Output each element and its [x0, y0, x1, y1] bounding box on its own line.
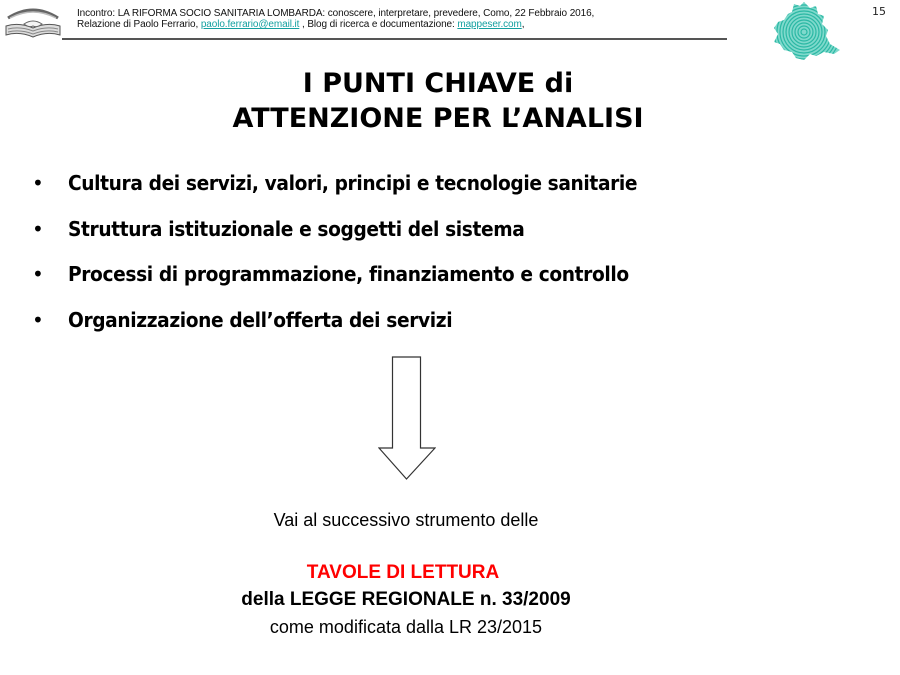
bullet-icon: • — [32, 171, 44, 195]
book-handshake-logo-icon — [4, 4, 62, 38]
list-item-text: Cultura dei servizi, valori, principi e tecnologie sanitarie — [68, 171, 638, 195]
header-divider — [62, 38, 727, 40]
bullet-icon: • — [32, 307, 44, 332]
speaker-suffix: , — [521, 19, 525, 30]
list-item — [32, 305, 680, 351]
title-line-1: I PUNTI CHIAVE di — [302, 68, 574, 99]
reading-tables-title: TAVOLE DI LETTURA — [306, 562, 500, 583]
slide-title — [0, 66, 876, 136]
down-arrow-icon — [378, 356, 436, 480]
list-item-text: Struttura istituzionale e soggetti del sistema — [68, 216, 525, 241]
law-modification-note: come modificata dalla LR 23/2015 — [269, 617, 543, 637]
list-item-text: Organizzazione dell’offerta dei servizi — [68, 307, 453, 332]
next-tool-intro: Vai al successivo strumento delle — [273, 510, 539, 530]
list-item-text: Processi di programmazione, finanziamento e controllo — [68, 262, 629, 286]
bullet-icon: • — [32, 262, 44, 286]
list-item — [32, 168, 680, 214]
lombardy-map-icon — [766, 0, 844, 66]
list-item — [32, 214, 680, 260]
title-line-2: ATTENZIONE PER L’ANALISI — [232, 103, 644, 134]
regional-law-reference: della LEGGE REGIONALE n. 33/2009 — [241, 589, 571, 610]
key-points-list — [32, 168, 680, 350]
list-item — [32, 259, 680, 305]
blog-link[interactable]: mappeser.com — [457, 19, 522, 30]
slide-number: 15 — [872, 5, 886, 18]
speaker-prefix: Relazione di Paolo Ferrario, — [77, 19, 201, 30]
bullet-icon: • — [32, 216, 44, 241]
event-line: Incontro: LA RIFORMA SOCIO SANITARIA LOMBARDA: conoscere, interpretare, prevedere, Como, 22 Febbraio 2016, — [77, 8, 595, 19]
email-link[interactable]: paolo.ferrario@email.it — [200, 19, 300, 30]
speaker-line — [77, 19, 594, 30]
header-credits — [77, 8, 594, 30]
blog-label: , Blog di ricerca e documentazione: — [299, 19, 458, 30]
